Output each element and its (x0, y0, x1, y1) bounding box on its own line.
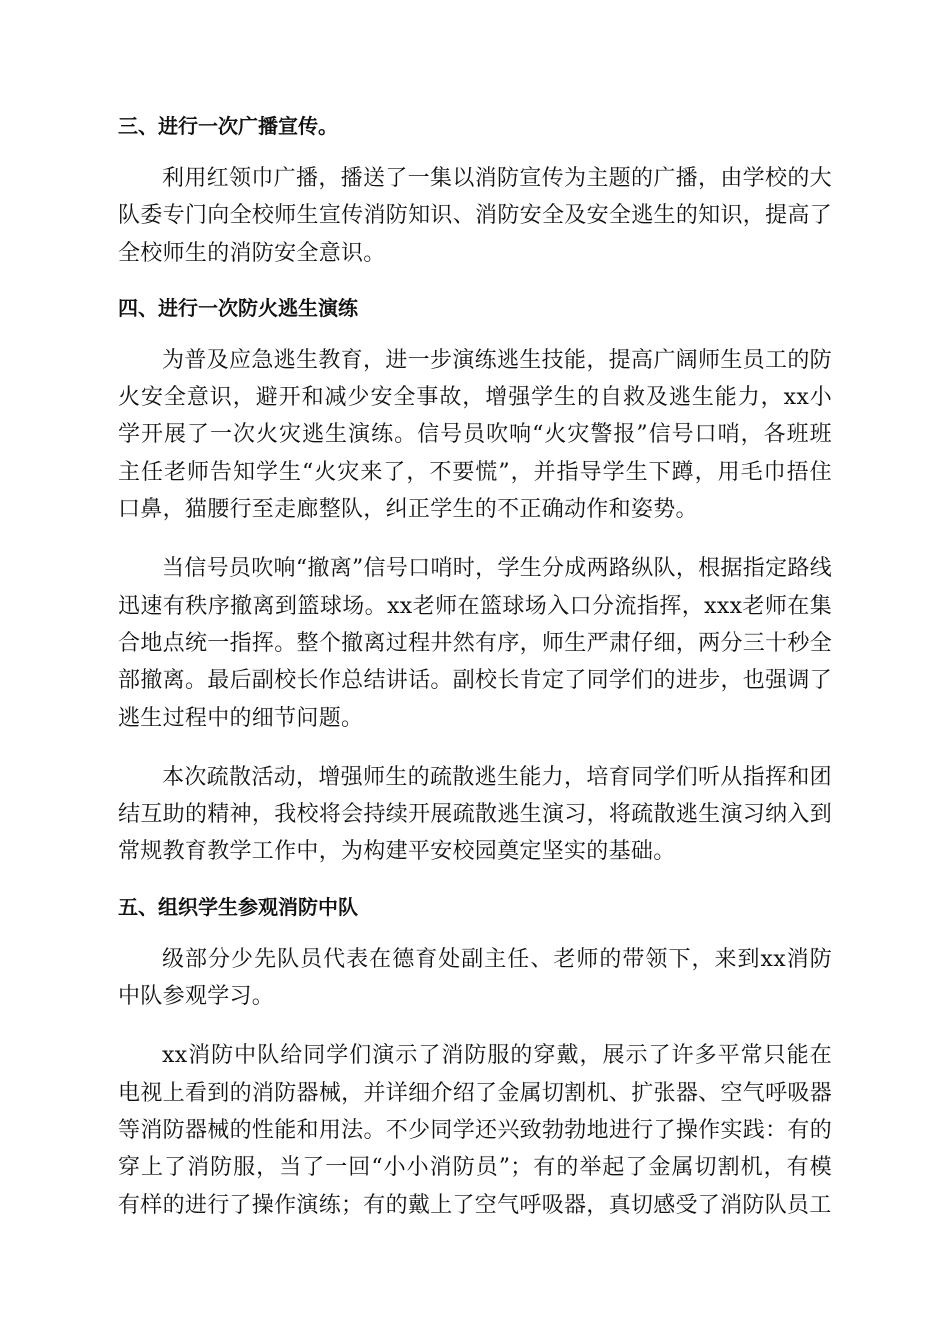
paragraph: 级部分少先队员代表在德育处副主任、老师的带领下，来到xx消防中队参观学习。 (118, 946, 832, 1010)
paragraph: xx消防中队给同学们演示了消防服的穿戴，展示了许多平常只能在电视上看到的消防器械，并详细介绍了金属切割机、扩张器、空气呼吸器等消防器械的性能和用法。不少同学还兴致勃勃地进行了操作实践：有的穿上了消防服，当了一回“小小消防员”；有的举起了金属切割机，有模有样的进行了操作演练；有的戴上了空气呼吸器，真切感受了消防队员工 (118, 1043, 832, 1218)
section-heading-fire-station-visit: 五、组织学生参观消防中队 (118, 894, 358, 919)
paragraph: 本次疏散活动，增强师生的疏散逃生能力，培育同学们听从指挥和团结互助的精神，我校将会持续开展疏散逃生演习，将疏散逃生演习纳入到常规教育教学工作中，为构建平安校园奠定坚实的基础。 (118, 764, 832, 865)
section-heading-broadcast: 三、进行一次广播宣传。 (118, 114, 338, 138)
paragraph: 为普及应急逃生教育，进一步演练逃生技能，提高广阔师生员工的防火安全意识，避开和减少安全事故，增强学生的自救及逃生能力，xx小学开展了一次火灾逃生演练。信号员吹响“火灾警报”信号口哨，各班班主任老师告知学生“火灾来了，不要慌”，并指导学生下蹲，用毛巾捂住口鼻，猫腰行至走廊整队，纠正学生的不正确动作和姿势。 (118, 347, 832, 523)
paragraph: 当信号员吹响“撤离”信号口哨时，学生分成两路纵队，根据指定路线迅速有秩序撤离到篮球场。xx老师在篮球场入口分流指挥，xxx老师在集合地点统一指挥。整个撤离过程井然有序，师生严肃仔细，两分三十秒全部撤离。最后副校长作总结讲话。副校长肯定了同学们的进步，也强调了逃生过程中的细节问题。 (118, 556, 832, 731)
paragraph: 利用红领巾广播，播送了一集以消防宣传为主题的广播，由学校的大队委专门向全校师生宣传消防知识、消防安全及安全逃生的知识，提高了全校师生的消防安全意识。 (118, 166, 832, 266)
section-heading-fire-drill: 四、进行一次防火逃生演练 (118, 295, 358, 320)
